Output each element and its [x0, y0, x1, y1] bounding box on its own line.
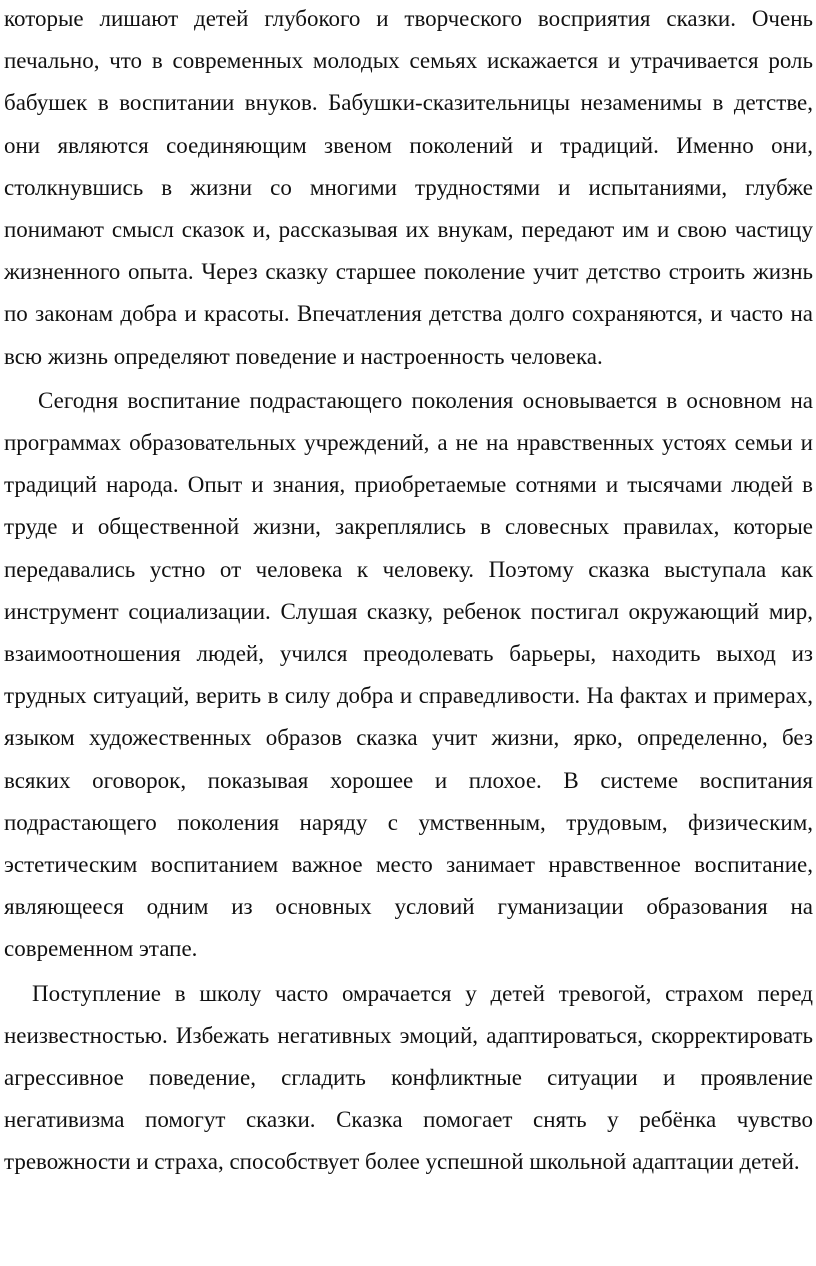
paragraph-3: Поступление в школу часто омрачается у детей тревогой, страхом перед неизвестностью. Избежать негативных эмоций, адаптироваться, скорректировать агрессивное поведение, сгладить конфликтные ситуации и проявление негативизма помогут сказки. Сказка помогает снять у ребёнка чувство тревожности и страха, способствует более успешной школьной адаптации детей.: [4, 980, 813, 1175]
document-page: [4, 0, 813, 1184]
paragraph-1: которые лишают детей глубокого и творческого восприятия сказки. Очень печально, что в современных молодых семьях искажается и утрачивается роль бабушек в воспитании внуков. Бабушки-сказительницы незаменимы в детстве, они являются соединяющим звеном поколений и традиций. Именно они, столкнувшись в жизни со многими трудностями и испытаниями, глубже понимают смысл сказок и, рассказывая их внукам, передают им и свою частицу жизненного опыта. Через сказку старшее поколение учит детство строить жизнь по законам добра и красоты. Впечатления детства долго сохраняются, и часто на всю жизнь определяют поведение и настроенность человека.: [4, 6, 813, 369]
paragraph-2: Сегодня воспитание подрастающего поколения основывается в основном на программах образовательных учреждений, а не на нравственных устоях семьи и традиций народа. Опыт и знания, приобретаемые сотнями и тысячами людей в труде и общественной жизни, закреплялись в словесных правилах, которые передавались устно от человека к человеку. Поэтому сказка выступала как инструмент социализации. Слушая сказку, ребенок постигал окружающий мир, взаимоотношения людей, учился преодолевать барьеры, находить выход из трудных ситуаций, верить в силу добра и справедливости. На фактах и примерах, языком художественных образов сказка учит жизни, ярко, определенно, без всяких оговорок, показывая хорошее и плохое. В системе воспитания подрастающего поколения наряду с умственным, трудовым, физическим, эстетическим воспитанием важное место занимает нравственное воспитание, являющееся одним из основных условий гуманизации образования на современном этапе.: [4, 387, 813, 962]
